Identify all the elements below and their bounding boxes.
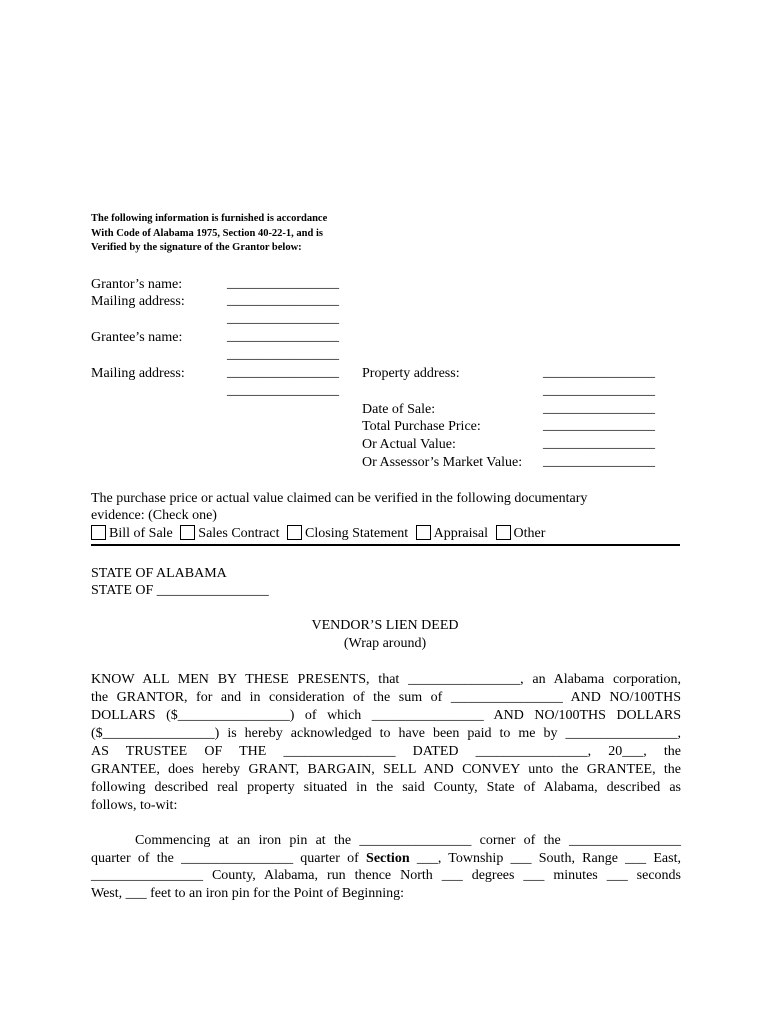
actual-value-field[interactable]: ________________: [543, 436, 655, 451]
grantee-name-field-2[interactable]: ________________: [227, 347, 339, 362]
grantor-name-field[interactable]: ________________: [227, 276, 339, 291]
grantor-name-label: Grantor’s name:: [91, 277, 183, 292]
conveyance-paragraph: [91, 671, 681, 815]
actual-value-label: Or Actual Value:: [362, 437, 456, 452]
conveyance-line: following described real property situated in the said County, State of Alabama, described as: [91, 780, 681, 795]
appraisal-label: Appraisal: [433, 526, 489, 541]
other-label: Other: [513, 526, 546, 541]
evidence-options: [91, 525, 549, 542]
conveyance-line: follows, to-wit:: [91, 798, 178, 813]
commencing-line-1: Commencing at an iron pin at the ________________ corner of the ________________: [135, 833, 681, 848]
closing-statement-checkbox[interactable]: [287, 525, 302, 540]
option-closing-statement[interactable]: [287, 526, 408, 541]
conveyance-line: GRANTEE, does hereby GRANT, BARGAIN, SELL AND CONVEY unto the GRANTEE, the: [91, 762, 681, 777]
total-purchase-price-field[interactable]: ________________: [543, 418, 655, 433]
option-sales-contract[interactable]: [180, 526, 279, 541]
grantor-mailing-address-field-1[interactable]: ________________: [227, 293, 339, 308]
conveyance-line: KNOW ALL MEN BY THESE PRESENTS, that ________________, an Alabama corporation,: [91, 672, 681, 687]
option-appraisal[interactable]: [416, 526, 488, 541]
conveyance-line: the GRANTOR, for and in consideration of the sum of ________________ AND NO/100THS: [91, 690, 681, 705]
sales-contract-label: Sales Contract: [198, 526, 280, 541]
commencing-line-2-end: ___, Township ___ South, Range ___ East,: [409, 850, 681, 866]
state-of-alabama: STATE OF ALABAMA: [91, 566, 227, 581]
intro-line-2: With Code of Alabama 1975, Section 40-22-1, and is: [91, 227, 323, 239]
grantee-name-label: Grantee’s name:: [91, 330, 183, 345]
date-of-sale-field[interactable]: ________________: [543, 401, 655, 416]
deed-subtitle: (Wrap around): [343, 636, 427, 651]
commencing-line-4: West, ___ feet to an iron pin for the Point of Beginning:: [91, 885, 405, 901]
appraisal-checkbox[interactable]: [416, 525, 431, 540]
bill-of-sale-label: Bill of Sale: [109, 526, 173, 541]
conveyance-line: DOLLARS ($________________) of which ________________ AND NO/100THS DOLLARS: [91, 708, 681, 723]
section-bold-label: Section: [366, 850, 410, 866]
grantee-name-field[interactable]: ________________: [227, 329, 339, 344]
assessor-market-value-field[interactable]: ________________: [543, 454, 655, 469]
option-bill-of-sale[interactable]: [91, 526, 173, 541]
state-of-line: STATE OF ________________: [91, 583, 269, 598]
other-checkbox[interactable]: [496, 525, 511, 540]
option-other[interactable]: [496, 526, 546, 541]
commencing-paragraph: [91, 832, 681, 902]
property-address-label: Property address:: [362, 366, 460, 381]
total-purchase-price-label: Total Purchase Price:: [362, 419, 481, 434]
conveyance-line: ($________________) is hereby acknowledged to have been paid to me by ________________,: [91, 726, 681, 741]
grantee-mailing-address-field-2[interactable]: ________________: [227, 383, 339, 398]
grantee-mailing-address-field-1[interactable]: ________________: [227, 365, 339, 380]
commencing-line-3: ________________ County, Alabama, run thence North ___ degrees ___ minutes ___ seconds: [91, 868, 681, 883]
intro-line-1: The following information is furnished is accordance: [91, 213, 328, 224]
closing-statement-label: Closing Statement: [305, 526, 409, 541]
property-address-field-1[interactable]: ________________: [543, 365, 655, 380]
conveyance-line: AS TRUSTEE OF THE ________________ DATED ________________, 20___, the: [91, 744, 681, 759]
section-divider: [91, 544, 680, 546]
property-address-field-2[interactable]: ________________: [543, 383, 655, 398]
evidence-line-2: evidence: (Check one): [91, 508, 217, 523]
evidence-line-1: The purchase price or actual value claimed can be verified in the following documentary: [91, 491, 588, 506]
intro-statement: [91, 212, 327, 256]
sales-contract-checkbox[interactable]: [180, 525, 195, 540]
assessor-market-value-label: Or Assessor’s Market Value:: [362, 455, 523, 470]
commencing-line-2: [91, 850, 681, 868]
bill-of-sale-checkbox[interactable]: [91, 525, 106, 540]
intro-line-3: Verified by the signature of the Grantor below:: [91, 242, 302, 253]
date-of-sale-label: Date of Sale:: [362, 402, 436, 417]
grantor-mailing-address-label: Mailing address:: [91, 294, 185, 309]
grantee-mailing-address-label: Mailing address:: [91, 366, 185, 381]
commencing-line-2-start: quarter of the ________________ quarter of: [91, 850, 367, 866]
deed-title: VENDOR’S LIEN DEED: [311, 618, 459, 633]
grantor-mailing-address-field-2[interactable]: ________________: [227, 311, 339, 326]
